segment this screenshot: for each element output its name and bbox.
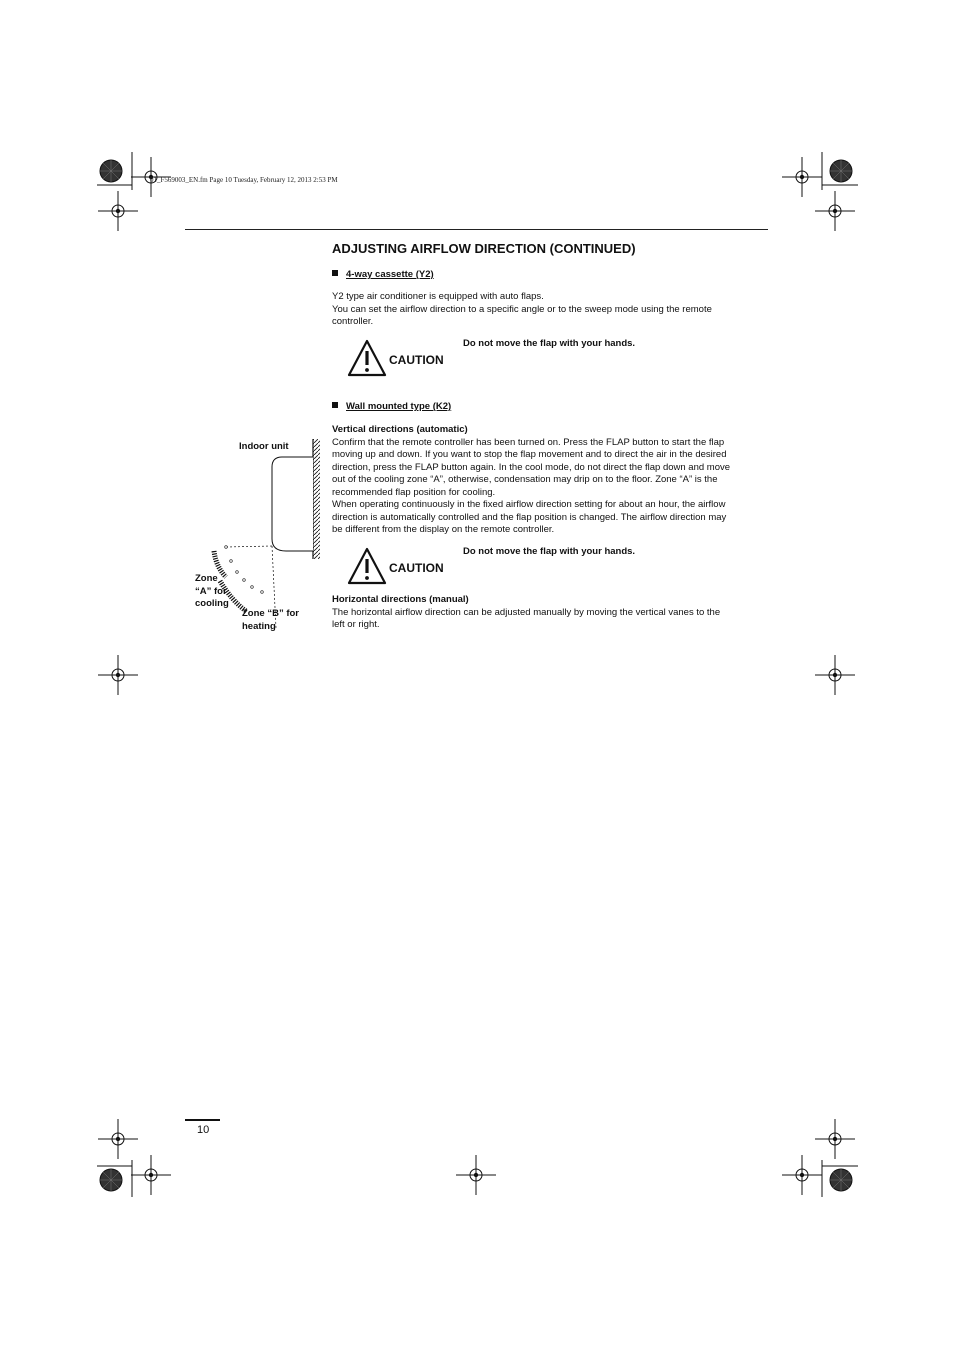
crosshair-mid-right [815, 655, 855, 695]
cassette-line: You can set the airflow direction to a specific angle or to the sweep mode using the remote [332, 303, 712, 315]
top-rule [185, 229, 768, 230]
vertical-line: moving up and down. If you want to stop the flap movement and to direct the air in the desired [332, 449, 727, 460]
vertical-line: be different from the display on the remote controller. [332, 524, 555, 535]
cassette-heading-text: 4-way cassette (Y2) [346, 269, 434, 280]
wall-heading-text: Wall mounted type (K2) [346, 401, 452, 412]
registration-disc-bottom-left [100, 1169, 122, 1191]
wall-heading [332, 401, 451, 412]
caution-label: CAUTION [389, 353, 444, 367]
cassette-heading [332, 269, 434, 280]
vertical-line: direction is automatically controlled and the flap position is changed. The airflow direction may [332, 511, 727, 523]
caution-message: Do not move the flap with your hands. [463, 546, 636, 557]
page-number: 10 [197, 1124, 210, 1136]
zone-a-line: Zone [195, 573, 218, 584]
crosshair-bottom-right [782, 1155, 822, 1195]
crosshair-top-right-lower [815, 191, 855, 231]
cassette-line: controller. [332, 316, 374, 327]
registration-disc-top-right [830, 160, 852, 182]
file-header: 01_F569003_EN.fm Page 10 Tuesday, February 12, 2013 2:53 PM [150, 176, 338, 184]
crosshair-bottom-left-upper [98, 1119, 138, 1159]
vertical-line: direction, press the FLAP button again. In the cool mode, do not direct the flap down and move [332, 461, 731, 473]
vertical-heading: Vertical directions (automatic) [332, 424, 468, 435]
caution-message: Do not move the flap with your hands. [463, 338, 636, 349]
crosshair-bottom-left [131, 1155, 171, 1195]
zone-b-label [242, 608, 299, 633]
wall-icon [313, 439, 320, 559]
zone-a-line: cooling [195, 598, 229, 609]
flap-position-markers [225, 546, 264, 594]
zone-a-line: “A” for [195, 585, 227, 597]
vertical-line: When operating continuously in the fixed airflow direction setting for about an hour, the airflow [332, 499, 726, 510]
vertical-line: recommended flap position for cooling. [332, 486, 496, 498]
vertical-line: Confirm that the remote controller has been turned on. Press the FLAP button to start the flap [332, 436, 725, 448]
horizontal-line: The horizontal airflow direction can be adjusted manually by moving the vertical vanes to the [332, 606, 721, 618]
cassette-text [332, 291, 764, 329]
vertical-line: out of the cooling zone “A”, otherwise, condensation may drip on to the floor. Zone “A” is the [332, 474, 718, 485]
vertical-directions [332, 424, 764, 537]
bullet-square-icon [332, 402, 338, 408]
zone-a-label [195, 573, 229, 611]
horizontal-directions [332, 594, 764, 632]
section-title: ADJUSTING AIRFLOW DIRECTION (CONTINUED) [332, 241, 636, 256]
caution-triangle-icon [347, 547, 387, 585]
horizontal-heading: Horizontal directions (manual) [332, 594, 469, 605]
registration-disc-bottom-right [830, 1169, 852, 1191]
cassette-line: Y2 type air conditioner is equipped with auto flaps. [332, 291, 544, 302]
zone-b-line: Zone “B” for [242, 608, 299, 619]
horizontal-line: left or right. [332, 619, 380, 630]
bullet-square-icon [332, 270, 338, 276]
crosshair-mid-left [98, 655, 138, 695]
crosshair-bottom-right-upper [815, 1119, 855, 1159]
indoor-unit-label: Indoor unit [239, 441, 289, 452]
crosshair-top-left-lower [98, 191, 138, 231]
bottom-rule [185, 1119, 220, 1121]
airflow-boundary-line [226, 546, 272, 547]
crosshair-top-right [782, 157, 822, 197]
zone-b-line: heating [242, 620, 276, 632]
caution-triangle-icon [347, 339, 387, 377]
caution-label: CAUTION [389, 561, 444, 575]
indoor-unit-icon [272, 457, 313, 551]
registration-disc-top-left [100, 160, 122, 182]
crosshair-bottom-center [456, 1155, 496, 1195]
